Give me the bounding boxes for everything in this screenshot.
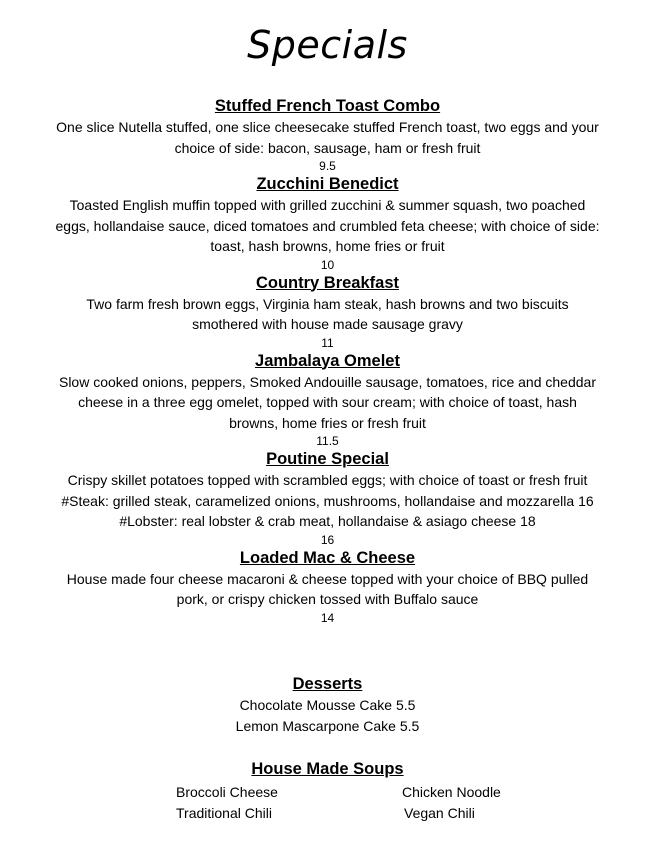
item-description-line: Slow cooked onions, peppers, Smoked Andouille sausage, tomatoes, rice and cheddar <box>58 373 596 390</box>
soup-item: Traditional Chili <box>176 805 272 821</box>
item-name: Poutine Special <box>266 450 389 468</box>
item-price: 10 <box>320 257 335 272</box>
soups-heading: House Made Soups <box>251 760 404 778</box>
item-price: 16 <box>320 532 335 547</box>
menu-item <box>14 548 641 626</box>
soups-list <box>0 782 655 826</box>
item-description-line: #Lobster: real lobster & crab meat, hollandaise & asiago cheese 18 <box>119 513 536 529</box>
soup-item: Chicken Noodle <box>402 784 501 800</box>
item-price: 11 <box>321 335 334 350</box>
item-price: 14 <box>320 610 335 625</box>
soup-item: Vegan Chili <box>404 805 475 821</box>
desserts-heading: Desserts <box>292 675 363 693</box>
item-price: 11.5 <box>316 434 339 448</box>
item-name: Stuffed French Toast Combo <box>214 97 441 115</box>
soup-item: Broccoli Cheese <box>176 784 278 800</box>
item-description-line: pork, or crispy chicken tossed with Buffalo sauce <box>176 591 479 607</box>
menu-item <box>14 174 641 273</box>
item-price: 9.5 <box>319 159 336 173</box>
menu-item <box>14 351 641 450</box>
menu-item <box>14 96 641 174</box>
item-description-line: Two farm fresh brown eggs, Virginia ham steak, hash browns and two biscuits <box>86 295 569 312</box>
item-description-line: smothered with house made sausage gravy <box>192 316 463 332</box>
specials-list <box>14 96 641 626</box>
item-name: Jambalaya Omelet <box>255 351 400 370</box>
dessert-item: Chocolate Mousse Cake 5.5 <box>239 697 416 713</box>
desserts-section <box>0 674 655 737</box>
dessert-item: Lemon Mascarpone Cake 5.5 <box>235 718 420 734</box>
soups-section <box>0 759 655 780</box>
item-description-line: eggs, hollandaise sauce, diced tomatoes and crumbled feta cheese; with choice of side: <box>55 217 600 234</box>
item-description-line: Crispy skillet potatoes topped with scrambled eggs; with choice of toast or fresh fruit <box>67 472 588 488</box>
item-name: Country Breakfast <box>255 273 400 292</box>
item-description-line: cheese in a three egg omelet, topped with sour cream; with choice of toast, hash <box>78 394 577 410</box>
menu-item <box>14 273 641 351</box>
item-name: Loaded Mac & Cheese <box>239 548 416 567</box>
item-description-line: toast, hash browns, home fries or fruit <box>210 238 445 254</box>
item-description-line: Toasted English muffin topped with grilled zucchini & summer squash, two poached <box>69 197 586 213</box>
menu-item <box>14 449 641 548</box>
item-description-line: #Steak: grilled steak, caramelized onions, mushrooms, hollandaise and mozzarella 16 <box>61 492 594 509</box>
item-description-line: browns, home fries or fresh fruit <box>229 414 426 431</box>
page-title: Specials <box>247 23 408 67</box>
item-description-line: One slice Nutella stuffed, one slice cheesecake stuffed French toast, two eggs and your <box>56 119 599 135</box>
item-description-line: House made four cheese macaroni & cheese topped with your choice of BBQ pulled <box>66 570 589 587</box>
item-name: Zucchini Benedict <box>256 175 399 193</box>
item-description-line: choice of side: bacon, sausage, ham or fresh fruit <box>174 139 481 156</box>
